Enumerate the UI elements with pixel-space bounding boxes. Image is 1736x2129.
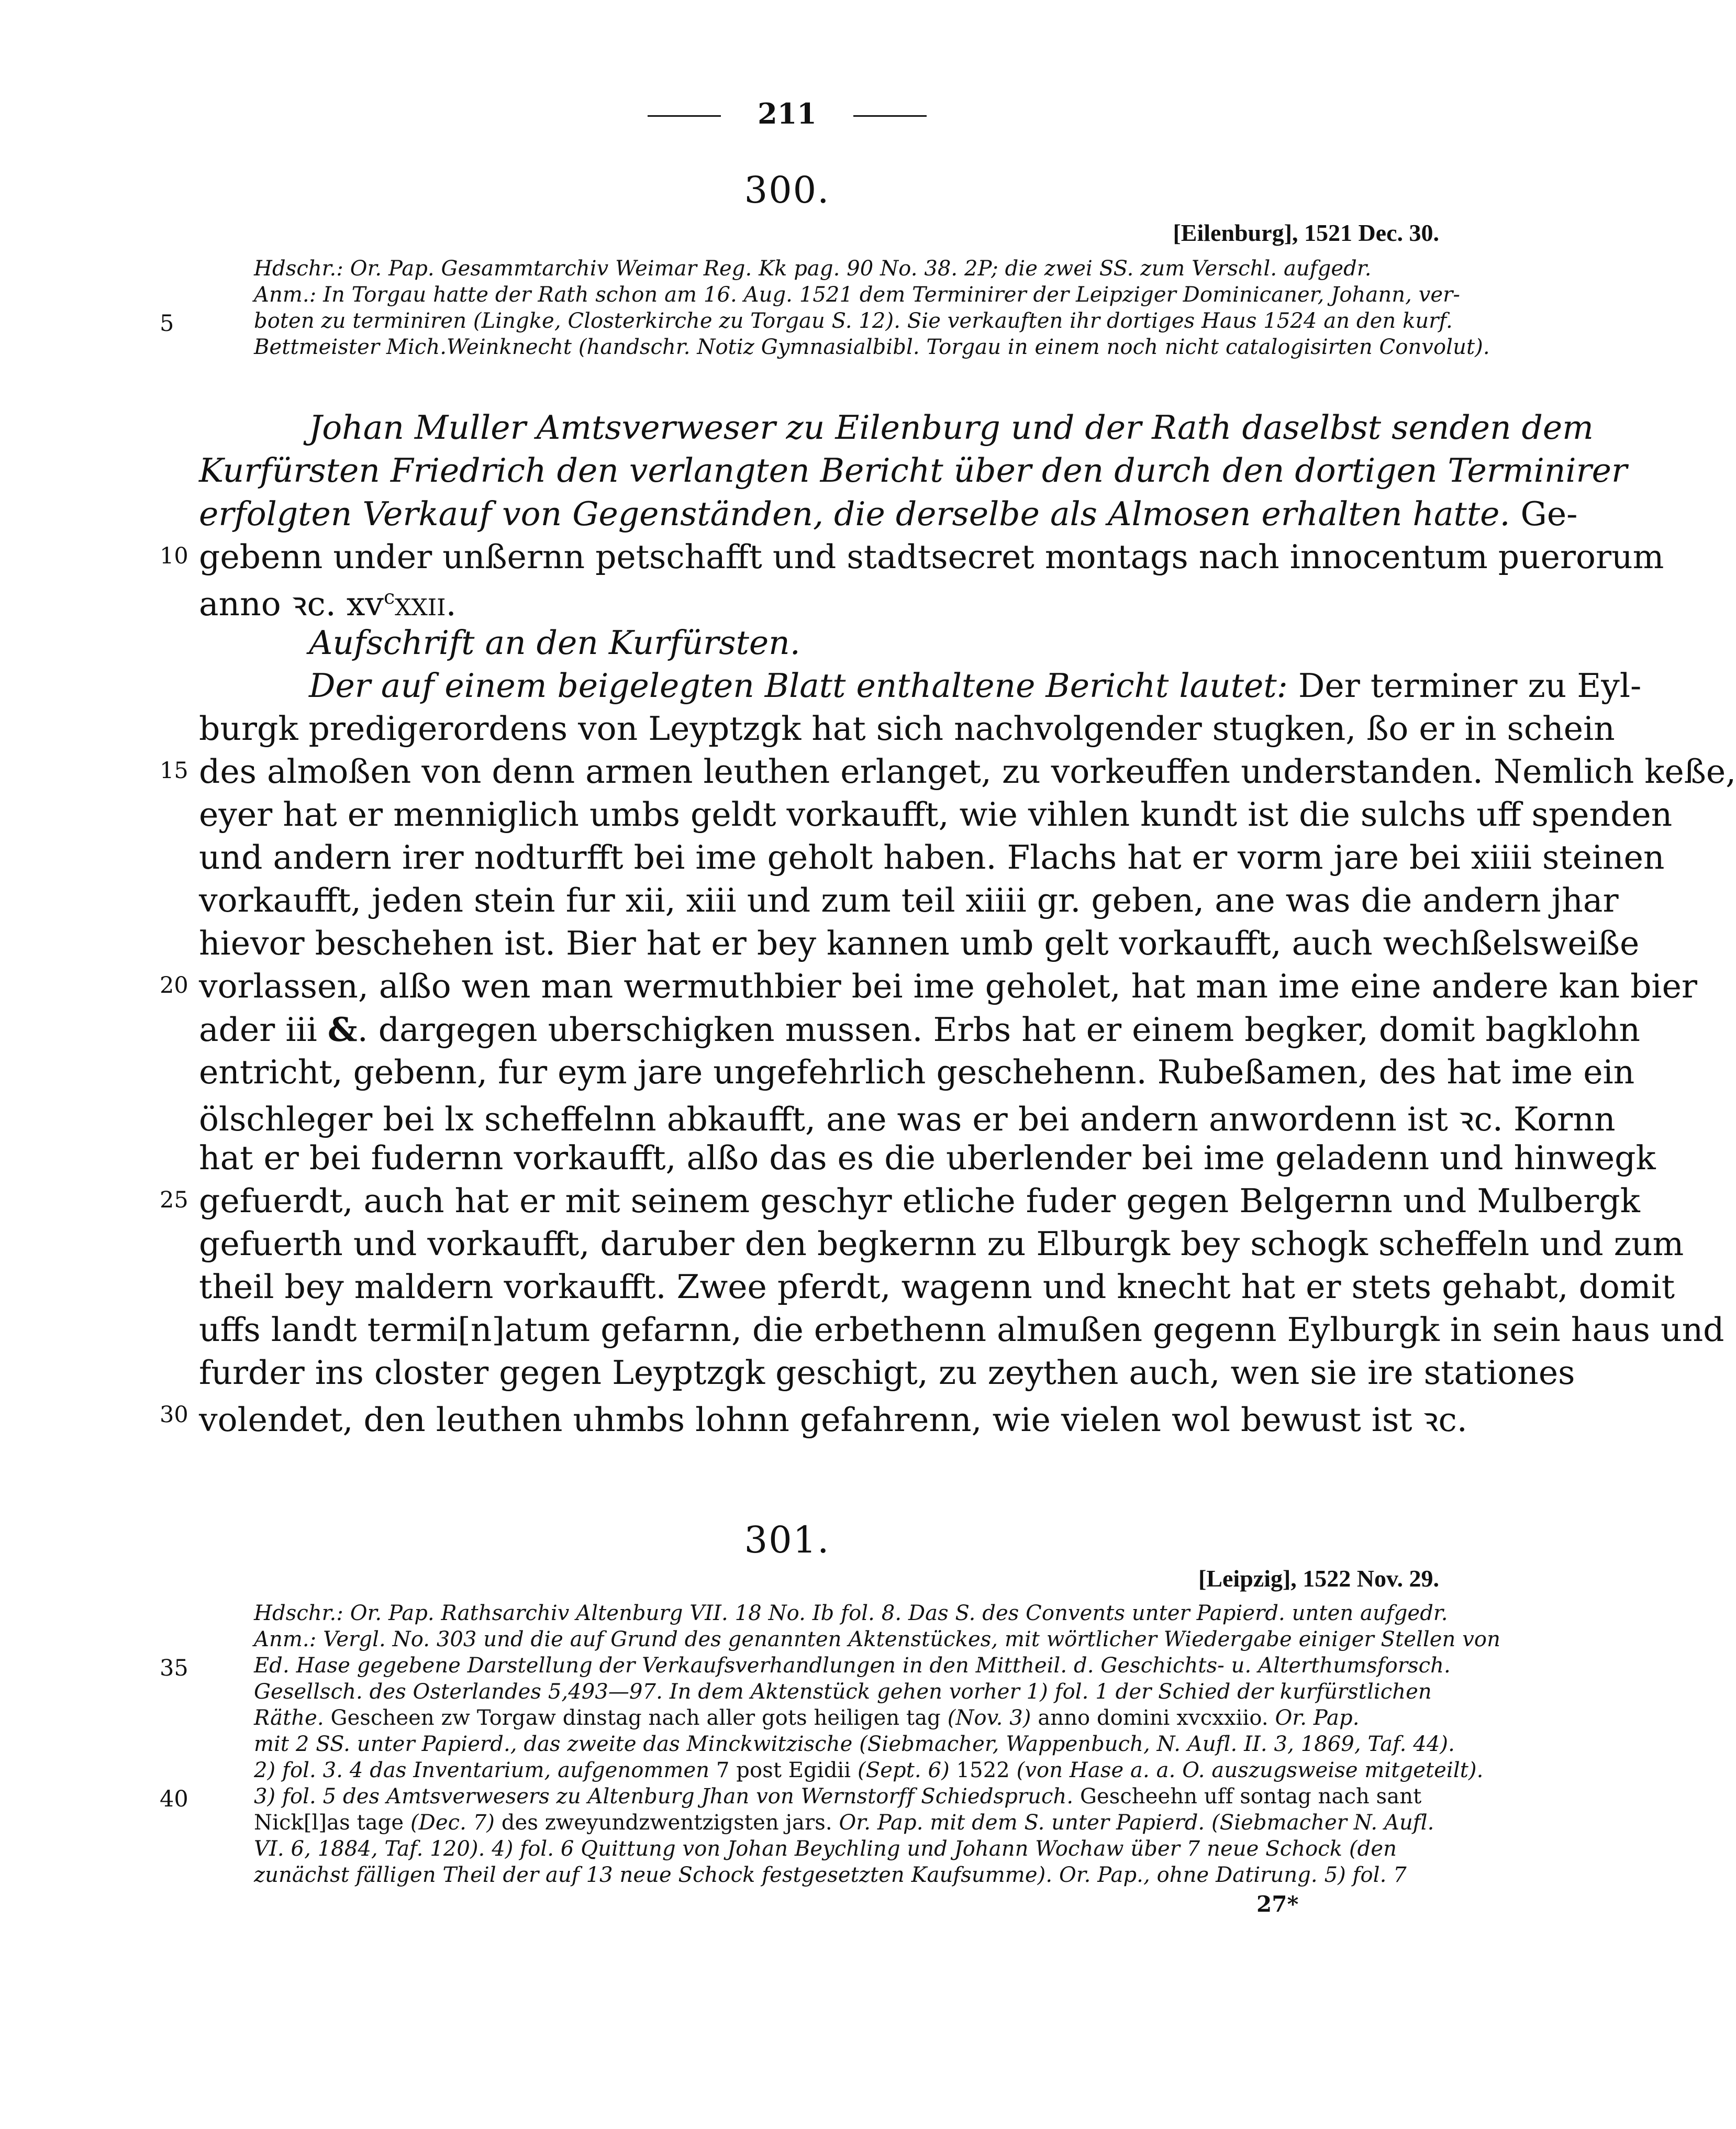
body-text: anno ꝛc. xv: [199, 585, 384, 623]
note-text: Nick[l]as tage: [254, 1811, 404, 1835]
note-text: Gescheen zw Torgaw dinstag nach aller gots heiligen tag: [330, 1706, 941, 1730]
superscript-c: c: [383, 585, 395, 608]
body-line: [309, 667, 1641, 705]
body-line: ölschleger bei lx scheffelnn abkaufft, ane was er bei andern anwordenn ist ꝛc. Kornn: [199, 1100, 1616, 1138]
body-line: burgk predigerordens von Leyptzgk hat sich nachvolgender stugken, ßo er in schein: [199, 709, 1615, 748]
section-number-300: 300.: [744, 169, 830, 212]
note-line: [254, 1758, 1483, 1782]
body-text: Der auf einem beigelegten Blatt enthaltene Bericht lautet:: [309, 667, 1288, 705]
note-text: 1522: [956, 1758, 1010, 1782]
note-line: Ed. Hase gegebene Darstellung der Verkaufsverhandlungen in den Mittheil. d. Geschichts- u. Alterthumsforsch.: [254, 1654, 1451, 1678]
note-text: (Dec. 7): [410, 1811, 495, 1835]
note-text: Or. Pap. mit dem S. unter Papierd. (Siebmacher N. Aufl.: [839, 1811, 1434, 1835]
body-text: dargegen uberschigken mussen. Erbs hat er einem begker, domit bagklohn: [378, 1011, 1640, 1049]
note-text: (von Hase a. a. O. auszugsweise mitgeteilt).: [1016, 1758, 1484, 1782]
body-text: erfolgten Verkauf von Gegenständen, die derselbe als Almosen erhalten hatte.: [199, 495, 1510, 533]
note-line: [254, 1784, 1421, 1809]
note-text: Gescheehn uff sontag nach sant: [1080, 1784, 1422, 1809]
body-line: furder ins closter gegen Leyptzgk geschigt, zu zeythen auch, wen sie ire stationes: [199, 1354, 1575, 1392]
body-text: Ge-: [1520, 495, 1578, 533]
body-line: gebenn under unßernn petschafft und stadtsecret montags nach innocentum puerorum: [199, 538, 1664, 576]
note-line: boten zu terminiren (Lingke, Closterkirche zu Torgau S. 12). Sie verkauften ihr dortiges Haus 1524 an den kurf.: [254, 309, 1453, 333]
note-text: 3) fol. 5 des Amtsverwesers zu Altenburg Jhan von Wernstorff Schiedspruch.: [254, 1784, 1074, 1809]
section-number-301: 301.: [744, 1518, 830, 1561]
note-line: Gesellsch. des Osterlandes 5,493—97. In dem Aktenstück gehen vorher 1) fol. 1 der Schied der kurfürstlichen: [254, 1680, 1432, 1704]
body-line: uffs landt termi[n]atum gefarnn, die erbethenn almußen gegenn Eylburgk in sein haus und: [199, 1311, 1724, 1349]
body-line: volendet, den leuthen uhmbs lohnn gefahrenn, wie vielen wol bewust ist ꝛc.: [199, 1401, 1467, 1439]
place-date-300: [Eilenburg], 1521 Dec. 30.: [1173, 219, 1439, 246]
header-rule-right: [853, 115, 927, 117]
note-line: Hdschr.: Or. Pap. Rathsarchiv Altenburg VII. 18 No. Ib fol. 8. Das S. des Convents unter Papierd. unten aufgedr.: [254, 1601, 1448, 1625]
note-line: Bettmeister Mich.Weinknecht (handschr. Notiz Gymnasialbibl. Torgau in einem noch nicht catalogisirten Convolut).: [254, 335, 1490, 359]
pfennig-sign: &: [327, 1010, 358, 1049]
note-text: des zweyundzwentzigsten jars.: [501, 1811, 832, 1835]
line-number: 35: [160, 1655, 188, 1681]
body-text: ader iii: [199, 1011, 317, 1049]
signature-mark: 27*: [1256, 1891, 1299, 1917]
note-line: Hdschr.: Or. Pap. Gesammtarchiv Weimar Reg. Kk pag. 90 No. 38. 2P; die zwei SS. zum Verschl. aufgedr.: [254, 257, 1372, 281]
body-line: vorlassen, alßo wen man wermuthbier bei ime geholet, hat man ime eine andere kan bier: [199, 967, 1697, 1005]
body-text: xxii.: [395, 585, 457, 623]
note-line: zunächst fälligen Theil der auf 13 neue Schock festgesetzten Kaufsumme). Or. Pap., ohne Datirung. 5) fol. 7: [254, 1863, 1407, 1887]
body-line: Kurfürsten Friedrich den verlangten Bericht über den durch den dortigen Terminirer: [199, 451, 1628, 490]
note-line: mit 2 SS. unter Papierd., das zweite das Minckwitzische (Siebmacher, Wappenbuch, N. Aufl. II. 3, 1869, Taf. 44).: [254, 1732, 1455, 1756]
body-line: gefuerdt, auch hat er mit seinem geschyr etliche fuder gegen Belgernn und Mulbergk: [199, 1182, 1640, 1220]
note-text: Räthe.: [254, 1706, 324, 1730]
note-line: [254, 1706, 1360, 1730]
body-text: Der terminer zu Eyl-: [1298, 667, 1642, 705]
body-line: [199, 495, 1577, 533]
line-number: 10: [160, 543, 188, 569]
body-line: vorkaufft, jeden stein fur xii, xiii und zum teil xiiii gr. geben, ane was die andern jhar: [199, 881, 1619, 919]
body-line: eyer hat er menniglich umbs geldt vorkaufft, wie vihlen kundt ist die sulchs uff spenden: [199, 795, 1673, 834]
line-number: 30: [160, 1402, 188, 1428]
body-line: entricht, gebenn, fur eym jare ungefehrlich geschehenn. Rubeßamen, des hat ime ein: [199, 1053, 1635, 1091]
body-line: Aufschrift an den Kurfürsten.: [309, 624, 800, 662]
line-number: 20: [160, 972, 188, 999]
body-line: des almoßen von denn armen leuthen erlanget, zu vorkeuffen understanden. Nemlich keße,: [199, 752, 1736, 791]
note-line: [254, 1811, 1434, 1835]
body-line: hat er bei fudernn vorkaufft, alßo das es die uberlender bei ime geladenn und hinwegk: [199, 1139, 1656, 1177]
note-text: (Sept. 6): [858, 1758, 950, 1782]
body-line: und andern irer nodturfft bei ime geholt haben. Flachs hat er vorm jare bei xiiii steinen: [199, 838, 1665, 877]
note-text: 7 post Egidii: [716, 1758, 851, 1782]
body-line: hievor beschehen ist. Bier hat er bey kannen umb gelt vorkaufft, auch wechßelsweiße: [199, 924, 1640, 962]
body-line: ader iii &. dargegen uberschigken mussen. Erbs hat er einem begker, domit bagklohn: [199, 1010, 1640, 1049]
body-line: theil bey maldern vorkaufft. Zwee pferdt, wagenn und knecht hat er stets gehabt, domit: [199, 1268, 1675, 1306]
note-line: Anm.: In Torgau hatte der Rath schon am 16. Aug. 1521 dem Terminirer der Leipziger Dominicaner, Johann, ver-: [254, 283, 1461, 307]
page-number: 211: [758, 97, 817, 130]
header-rule-left: [648, 115, 721, 117]
place-date-301: [Leipzig], 1522 Nov. 29.: [1198, 1565, 1439, 1592]
line-number: 40: [160, 1786, 188, 1812]
line-number: 5: [160, 311, 174, 337]
line-number: 15: [160, 758, 188, 784]
page-header: [0, 97, 1574, 130]
note-text: anno domini xvcxxiio.: [1038, 1706, 1268, 1730]
body-line: gefuerth und vorkaufft, daruber den begkernn zu Elburgk bey schogk scheffeln und zum: [199, 1225, 1684, 1263]
body-line: [199, 581, 457, 625]
note-line: Anm.: Vergl. No. 303 und die auf Grund des genannten Aktenstückes, mit wörtlicher Wiedergabe einiger Stellen von: [254, 1627, 1500, 1651]
note-text: (Nov. 3): [947, 1706, 1031, 1730]
note-line: VI. 6, 1884, Taf. 120). 4) fol. 6 Quittung von Johan Beychling und Johann Wochaw über 7 neue Schock (den: [254, 1837, 1397, 1861]
note-text: Or. Pap.: [1275, 1706, 1360, 1730]
body-line: Johan Muller Amtsverweser zu Eilenburg und der Rath daselbst senden dem: [309, 408, 1594, 447]
line-number: 25: [160, 1187, 188, 1213]
note-text: 2) fol. 3. 4 das Inventarium, aufgenommen: [254, 1758, 710, 1782]
